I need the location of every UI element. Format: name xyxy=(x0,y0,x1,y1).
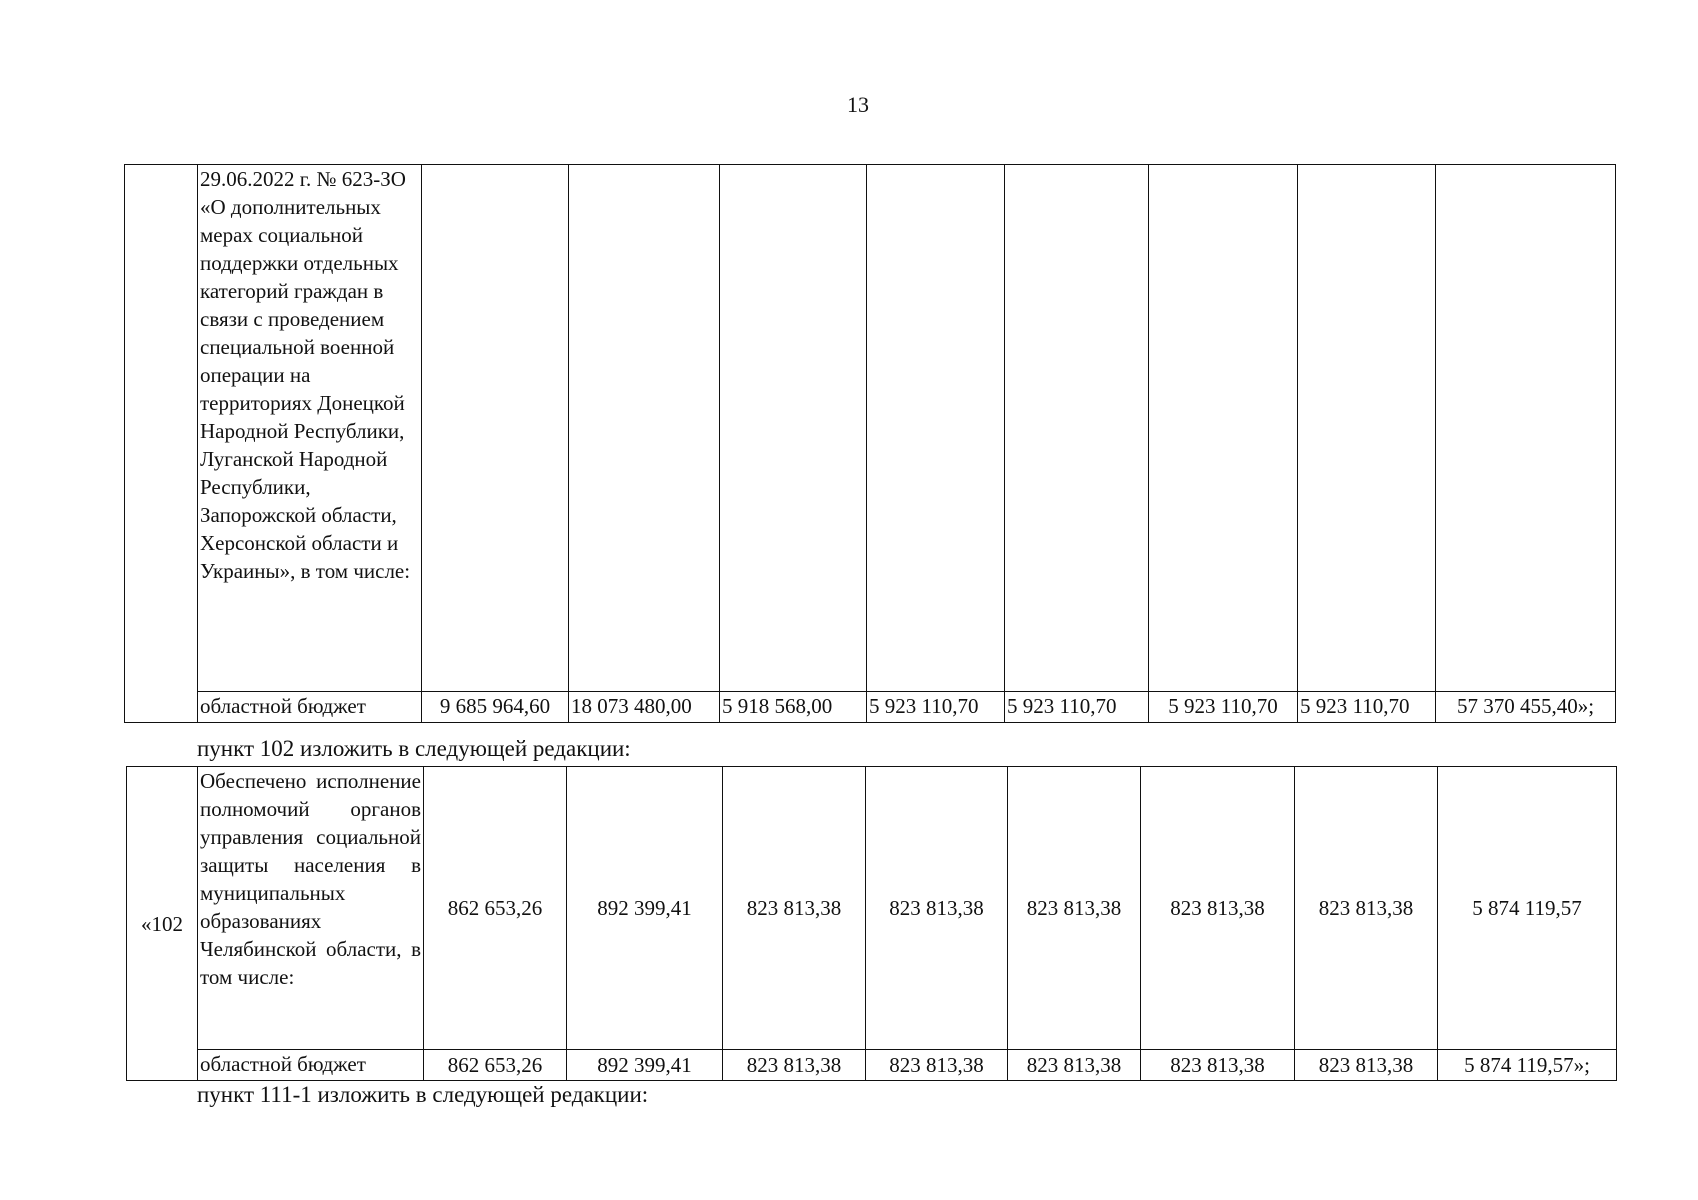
value-cell xyxy=(1149,165,1298,692)
value-cell: 823 813,38 xyxy=(723,1050,866,1081)
value-cell: 5 874 119,57 xyxy=(1438,767,1617,1050)
value-cell xyxy=(1005,165,1149,692)
continuation-table xyxy=(124,164,1616,723)
row-number-cell xyxy=(125,165,198,723)
table-row xyxy=(127,767,1617,1050)
value-cell xyxy=(1436,165,1616,692)
value-cell: 823 813,38 xyxy=(1295,767,1438,1050)
value-cell: 892 399,41 xyxy=(567,1050,723,1081)
table-row xyxy=(125,692,1616,723)
table-row xyxy=(125,165,1616,692)
budget-label: областной бюджет xyxy=(198,1050,424,1081)
value-cell: 57 370 455,40»; xyxy=(1436,692,1616,723)
value-cell: 5 923 110,70 xyxy=(1298,692,1436,723)
budget-label: областной бюджет xyxy=(198,692,422,723)
value-cell: 823 813,38 xyxy=(1141,1050,1295,1081)
value-cell: 823 813,38 xyxy=(723,767,866,1050)
value-cell: 9 685 964,60 xyxy=(422,692,569,723)
value-cell: 862 653,26 xyxy=(424,1050,567,1081)
value-cell xyxy=(1298,165,1436,692)
table-row xyxy=(127,1050,1617,1081)
value-cell: 5 918 568,00 xyxy=(720,692,867,723)
page-number: 13 xyxy=(847,92,869,117)
value-cell: 5 923 110,70 xyxy=(1149,692,1298,723)
description-cell: 29.06.2022 г. № 623-ЗО «О дополнительных мерах социальной поддержки отдельных категорий граждан в связи с проведением специальной военной операции на территориях Донецкой Народной Республики, Луганской Народной Республики, Запорожской области, Херсонской области и Украины», в том числе: xyxy=(198,165,422,692)
item-102-table xyxy=(126,766,1617,1081)
value-cell xyxy=(569,165,720,692)
value-cell: 823 813,38 xyxy=(1295,1050,1438,1081)
value-cell: 823 813,38 xyxy=(866,1050,1008,1081)
value-cell: 823 813,38 xyxy=(866,767,1008,1050)
value-cell: 823 813,38 xyxy=(1008,767,1141,1050)
row-number-cell: «102 xyxy=(127,767,198,1081)
instruction-text: пункт 111-1 изложить в следующей редакции: xyxy=(197,1082,649,1107)
value-cell: 5 923 110,70 xyxy=(867,692,1005,723)
instruction-text: пункт 102 изложить в следующей редакции: xyxy=(197,736,631,761)
value-cell: 5 874 119,57»; xyxy=(1438,1050,1617,1081)
value-cell: 823 813,38 xyxy=(1141,767,1295,1050)
value-cell xyxy=(422,165,569,692)
value-cell: 823 813,38 xyxy=(1008,1050,1141,1081)
value-cell: 5 923 110,70 xyxy=(1005,692,1149,723)
value-cell: 862 653,26 xyxy=(424,767,567,1050)
description-cell: Обеспечено исполнение полномочий органов управления социальной защиты населения в муниципальных образованиях Челябинской области, в том числе: xyxy=(198,767,424,1050)
value-cell: 892 399,41 xyxy=(567,767,723,1050)
value-cell: 18 073 480,00 xyxy=(569,692,720,723)
value-cell xyxy=(720,165,867,692)
value-cell xyxy=(867,165,1005,692)
